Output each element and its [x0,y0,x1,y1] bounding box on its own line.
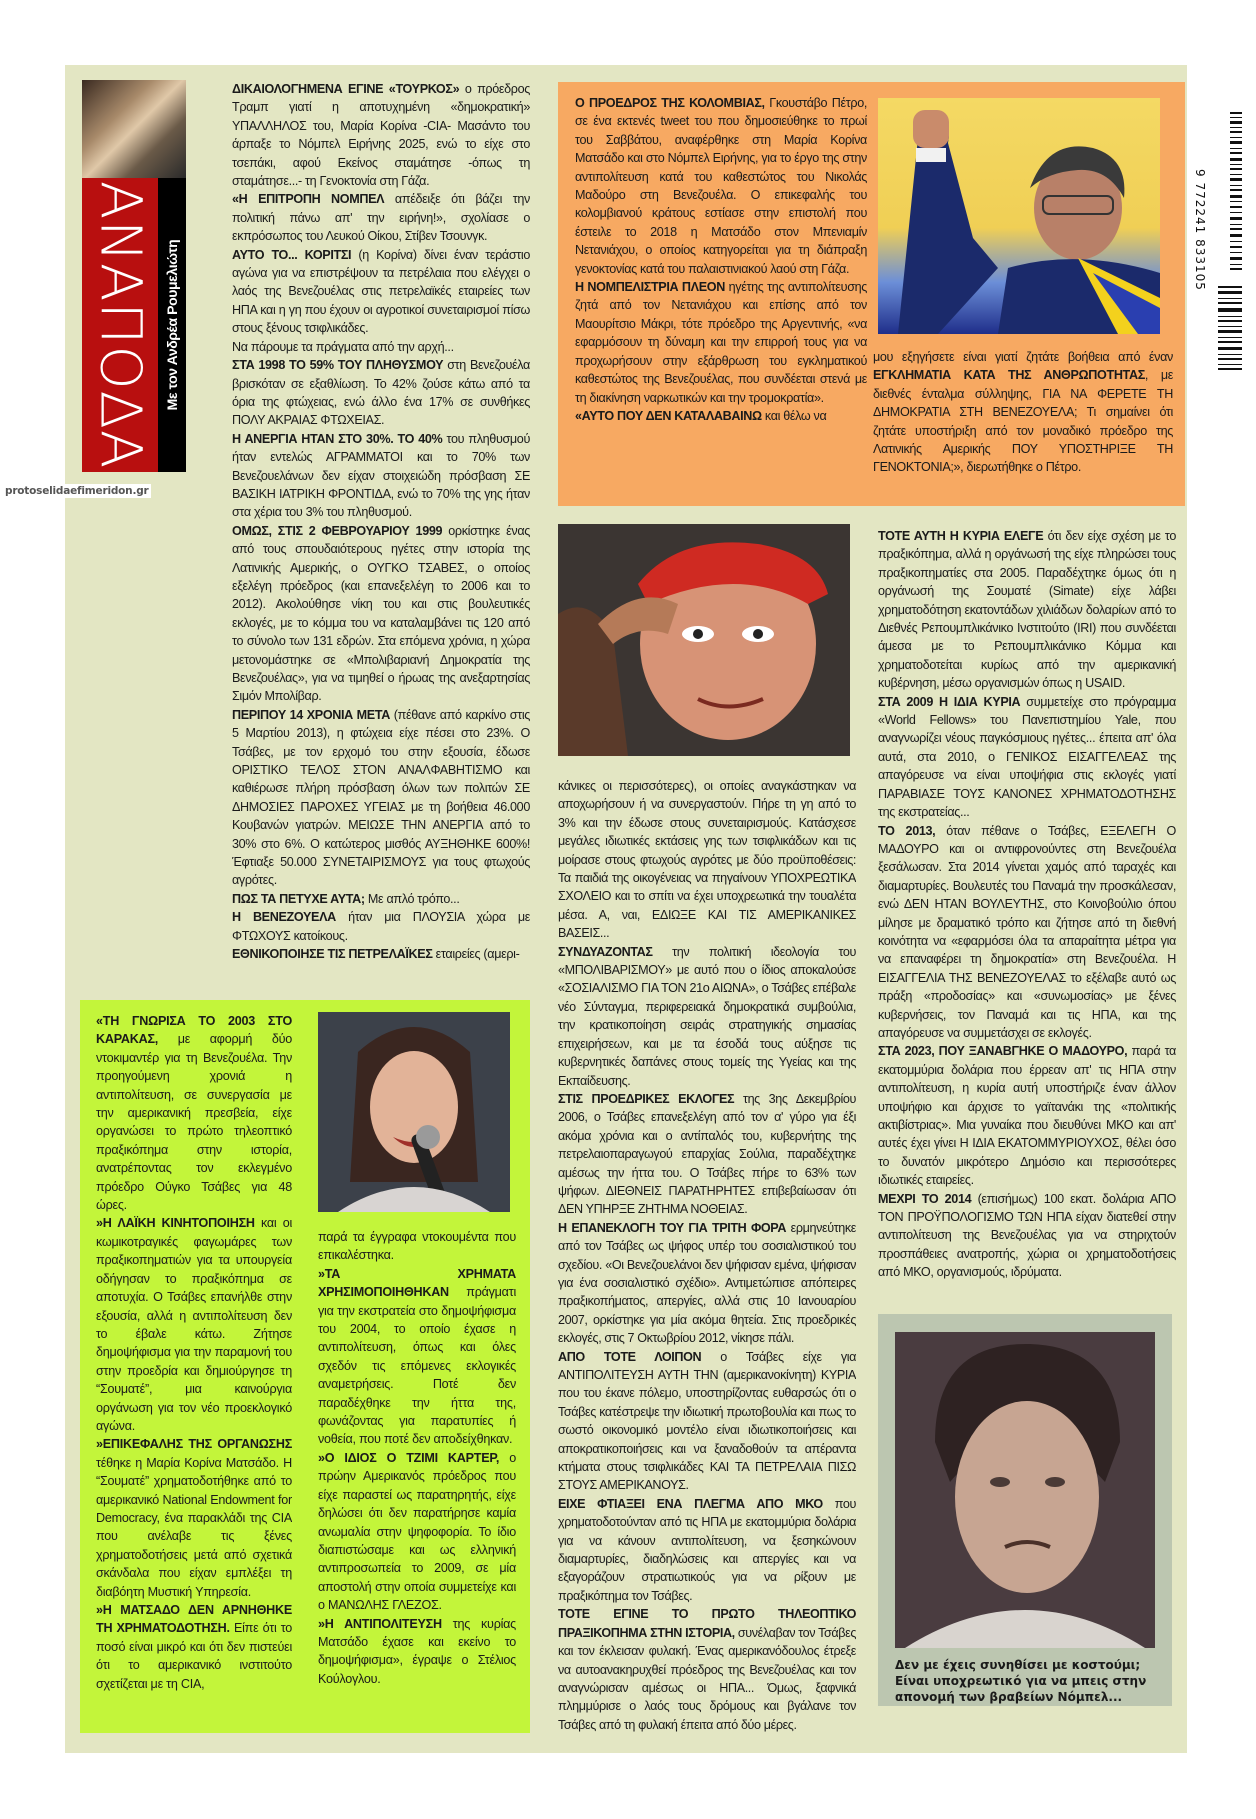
paragraph-text: και οι κωμικοτραγικές φαγωμάρες των πραξικοπηματιών για τα υπουργεία οδήγησαν το πραξικόπημα σε αποτυχία. Ο Τσάβες επανήλθε στην εξουσία, αλλά η αντιπολίτευση δεν το έβαλε κάτω. Ζήτησε δημοψήφισμα για την παραμονή του στην προεδρία και δημιούργησε τη “Σουματέ”, μια καινούργια οργάνωση για τον νέο προεκλογικό αγώνα. [96,1216,292,1433]
article-paragraph [878,1042,1176,1189]
paragraph-lead: »Η ΛΑΪΚΗ ΚΙΝΗΤΟΠΟΙΗΣΗ [96,1216,255,1231]
article-paragraph [558,1495,856,1605]
paragraph-text: στη Βενεζουέλα βρισκόταν σε εξαθλίωση. Το 42% ζούσε κάτω από τα όρια της φτώχειας, ενώ άλλο ένα 17% σε συνθήκες ΠΟΛΥ ΑΚΡΑΙΑΣ ΦΤΩΧΕΙΑΣ. [232,358,530,428]
paragraph-text: κάνικες οι περισσότερες), οι οποίες αναγκάστηκαν να αποχωρήσουν ή να συνεργαστούν. Πήρε τη γη από το 3% και την έδωσε στους συνεταιρισμούς. Κατάσχεσε μεγάλες ιδιωτικές εκτάσεις γης των τσιφλικάδων και τις μοίρασε στους φτωχούς αγρότες με δύο προϋποθέσεις: Τα παιδιά της οικογένειας να πηγαίνουν ΥΠΟΧΡΕΩΤΙΚΑ ΣΧΟΛΕΙΟ και το σπίτι να έχει υποχρεωτικά την τουαλέτα μέσα. Α, ναι, ΕΔΙΩΞΕ ΚΑΙ ΤΙΣ ΑΜΕΡΙΚΑΝΙΚΕΣ ΒΑΣΕΙΣ... [558,779,856,941]
article-column-2 [558,777,856,1737]
paragraph-text: συμμετείχε στο πρόγραμμα «World Fellows» του Πανεπιστημίου Yale, που αναγνωρίζει νέους παγκόσμιους ηγέτες... έπειτα απ' όλα αυτά, στα 2010, ο ΓΕΝΙΚΟΣ ΕΙΣΑΓΓΕΛΕΑΣ της απαγόρευσε να είναι υποψήφια στις εκλογές γιατί ΠΑΡΑΒΙΑΣΕ ΤΟΥΣ ΚΑΝΟΝΕΣ ΧΡΗΜΑΤΟΔΟΤΗΣΗΣ της εκστρατείας... [878,694,1176,820]
paragraph-text: Γκουστάβο Πέτρο, σε ένα εκτενές tweet του που δημοσιεύθηκε το πρωί του Σαββάτου, αναφέρθηκε στη Μαρία Κορίνα Ματσάδο και στο Νόμπελ Ειρήνης, για το έργο της στην αντιπολίτευση κατά του καθεστώτος του Νικολάς Μαδούρο στη Βενεζουέλα. Ο επικεφαλής του κολομβιανού κράτους εστίασε στην επιστολή που έστειλε το 2018 η Ματσάδο στον Μπενιαμίν Νετανιάχου, ο οποίος κατηγορείται για τη διάπραξη γενοκτονίας κατά του παλαιστινιακού λαού στη Γάζα. [575,96,867,276]
paragraph-lead: ΣΤΑ 2009 Η ΙΔΙΑ ΚΥΡΙΑ [878,694,1021,709]
article-paragraph [558,1090,856,1219]
paragraph-lead: ΕΙΧΕ ΦΤΙΑΞΕΙ ΕΝΑ ΠΛΕΓΜΑ ΑΠΟ ΜΚΟ [558,1496,823,1511]
photo-maria-corina-machado [318,1012,510,1212]
barcode-icon [1212,100,1242,372]
article-paragraph [96,1601,292,1693]
article-paragraph [232,246,530,338]
barcode-digits: 9 772241 833105 [1193,169,1207,291]
paragraph-text: όταν πέθανε ο Τσάβες, ΕΞΕΛΕΓΗ Ο ΜΑΔΟΥΡΟ και οι αντιφρονούντες στη Βενεζουέλα ξεσάλωσαν. Στα 2014 γίνεται χαμός από ταραχές και διαμαρτυρίες. Βουλευτές του Παναμά την προσκάλεσαν, ενώ ΔΕΝ ΗΤΑΝ ΒΟΥΛΕΥΤΗΣ, στο Κοινοβούλιο όπου μίλησε με δραματικό τρόπο και ζήτησε από τη διεθνή κοινότητα να «εφαρμόσει όλα τα απαραίτητα μέτρα για να επαναφέρει τη δημοκρατία» στη Βενεζουέλα. Η ΕΙΣΑΓΓΕΛΙΑ ΤΗΣ ΒΕΝΕΖΟΥΕΛΑΣ το εξέλαβε αυτό ως πράξη «προδοσίας» και «συνωμοσίας» με ξένες κυβερνήσεις, τον Παναμά και τις ΗΠΑ, και της απαγόρευσε να συμμετάσχει σε εκλογές. [878,823,1176,1040]
paragraph-text: και θέλω να [761,408,827,423]
article-paragraph [232,908,530,945]
article-column-1 [232,80,530,990]
article-paragraph [878,693,1176,822]
article-paragraph [575,94,867,278]
column-title-block [82,178,158,472]
photo-actor-portrait [895,1332,1155,1648]
paragraph-lead: Ο ΠΡΟΕΔΡΟΣ ΤΗΣ ΚΟΛΟΜΒΙΑΣ, [575,96,765,110]
paragraph-text: Με απλό τρόπο... [364,891,460,906]
paragraph-lead: ΜΕΧΡΙ ΤΟ 2014 [878,1191,972,1206]
paragraph-text: ο πρόεδρος Τραμπ γιατί η αποτυχημένη «δημοκρατική» ΥΠΑΛΛΗΛΟΣ του, Μαρία Κορίνα -CIA- Μασάντο του άρπαξε το Νόμπελ Ειρήνης 2025, ενώ το είχε στο τσεπάκι, αφού Εκείνος σταμάτησε -όπως τη σταμάτησε...- τη Γενοκτονία στη Γάζα. [232,82,530,189]
paragraph-lead: ΣΤΑ 1998 ΤΟ 59% ΤΟΥ ΠΛΗΘΥΣΜΟΥ [232,358,444,373]
article-paragraph [96,1435,292,1601]
article-paragraph [96,1214,292,1435]
article-paragraph [558,943,856,1090]
sidebar-box-petro-text [575,94,867,500]
paragraph-text: την πολιτική ιδεολογία του «ΜΠΟΛΙΒΑΡΙΣΜΟΥ» με αυτό που ο ίδιος αποκαλούσε «ΣΟΣΙΑΛΙΣΜΟ ΓΙΑ ΤΟΝ 21ο ΑΙΩΝΑ», ο Τσάβες επέβαλε νέο Σύνταγμα, περιφερειακά δημοκρατικά συμβούλια, την κρατικοποίηση σειράς στρατηγικής σημασίας επιχειρήσεων, και με τα έσοδά τους αύξησε τις κυβερνητικές δαπάνες στους τομείς της Υγείας και της Εκπαίδευσης. [558,944,856,1088]
article-paragraph [232,890,530,908]
paragraph-text: ότι δεν είχε σχέση με το πραξικόπημα, αλλά η οργάνωσή της είχε πληρώσει τους πραξικοπηματίες στα 2005. Παραδέχτηκε όμως ότι η οργάνωσή της Σουματέ (Simate) είχε λάβει χρηματοδότηση εκατοντάδων χιλιάδων δολαρίων από το Διεθνές Ρεπουμπλικάνικο Ινστιτούτο (IRI) που συνδέεται άμεσα με το Ρεπουμπλικάνικο Κόμμα και χρηματοδοτείται κυρίως από την αμερικανική κυβέρνηση, μέσω οργανισμών όπως η USAID. [878,529,1176,691]
columnist-photo [82,80,186,178]
article-column-3 [878,527,1176,1307]
paragraph-lead: Η ΒΕΝΕΖΟΥΕΛΑ [232,910,336,925]
paragraph-lead: ΕΘΝΙΚΟΠΟΙΗΣΕ ΤΙΣ ΠΕΤΡΕΛΑΪΚΕΣ [232,947,433,962]
paragraph-lead: »ΤΑ ΧΡΗΜΑΤΑ ΧΡΗΣΙΜΟΠΟΙΗΘΗΚΑΝ [318,1266,516,1300]
photo-chavez-mural [558,524,850,756]
article-paragraph [318,1265,516,1449]
article-paragraph [232,945,530,963]
paragraph-lead: ΠΩΣ ΤΑ ΠΕΤΥΧΕ ΑΥΤΑ; [232,891,365,906]
article-paragraph [232,356,530,430]
paragraph-lead: ΠΕΡΙΠΟΥ 14 ΧΡΟΝΙΑ ΜΕΤΑ [232,707,391,722]
paragraph-text: ο Τσάβες είχε για ΑΝΤΙΠΟΛΙΤΕΥΣΗ ΑΥΤΗ ΤΗΝ (αμερικανοκίνητη) ΚΥΡΙΑ που του έκανε πόλεμο, υποστηρίζοντας ευθαρσώς ότι ο Τσάβες κατέστρεψε την ιδιωτική πρωτοβουλία και πως το σωστό οικονομικό μοντέλο είναι ιδιωτικοποιήσεις και αποκρατικοποιήσεις και να ξαναδοθούν τα απέραντα κτήματα στους τσιφλικάδες ΚΑΙ ΤΑ ΠΕΤΡΕΛΑΙΑ ΠΙΣΩ ΣΤΟΥΣ ΑΜΕΡΙΚΑΝΟΥΣ. [558,1349,856,1493]
paragraph-text: παρά τα εκατομμύρια δολάρια που έρρεαν απ' τις ΗΠΑ στην αντιπολίτευση, η κυρία αυτή υποστήριζε έναν άλλον υποψήφιο και άρχισε το γαϊτανάκι της «πολιτικής ακτιβίστριας». Μια γυναίκα που διευθύνει ΜΚΟ και απ' αυτές έχει γίνει Η ΙΔΙΑ ΕΚΑΤΟΜΜΥΡΙΟΥΧΟΣ, θέλει όσο το δυνατόν μικρότερο Δημόσιο και περισσότερες ιδιωτικές εταιρείες. [878,1044,1176,1188]
petro-illustration [878,98,1160,334]
actor-illustration [895,1332,1155,1648]
site-watermark: protoselidaefimeridon.gr [5,485,149,497]
paragraph-text: ηγέτης της αντιπολίτευσης ζητά από τον Νετανιάχου και επίσης από τον Μαουρίτσιο Μάκρι, τότε πρόεδρο της Αργεντινής, «να εφαρμόσουν τη δύναμη και την επιρροή τους για να προχωρήσουν στην εξάρθρωση του εγκληματικού καθεστώτος της Βενεζουέλας, που συνδέεται στενά με τη διακίνηση ναρκωτικών και την τρομοκρατία». [575,280,867,405]
article-paragraph [575,278,867,407]
column-author-block [158,178,186,472]
article-paragraph [878,527,1176,693]
paragraph-lead: ΑΥΤΟ ΤΟ... ΚΟΡΙΤΣΙ [232,247,352,262]
article-paragraph [318,1228,516,1265]
article-paragraph [878,822,1176,1043]
paragraph-text: της 3ης Δεκεμβρίου 2006, ο Τσάβες επανεξελέγη από τον α' γύρο για έξι ακόμα χρόνια και ο αντίπαλός του, κυβερνήτης της πετρελαιοπαραγωγού επαρχίας Σούλια, παραδέχτηκε αμέσως την ήττα του. Ο Τσάβες πήρε το 63% των ψήφων. ΔΙΕΘΝΕΙΣ ΠΑΡΑΤΗΡΗΤΕΣ επιβεβαίωσαν ότι ΔΕΝ ΥΠΗΡΞΕ ΖΗΤΗΜΑ ΝΟΘΕΙΑΣ. [558,1091,856,1217]
column-title: ΑΝΑΠΟΔΑ [87,180,153,470]
text-run: , με διεθνές ένταλμα σύλληψης, ΓΙΑ ΝΑ ΦΕΡΕΤΕ ΤΗ ΔΗΜΟΚΡΑΤΙΑ ΣΤΗ ΒΕΝΕΖΟΥΕΛΑ; Τι σημαίνει ότι ζητάτε υποστήριξη από τον μοναδικό πρόεδρο της Λατινικής Αμερικής ΠΟΥ ΥΠΟΣΤΗΡΙΞΕ ΤΗ ΓΕΝΟΚΤΟΝΙΑ;», διερωτήθηκε ο Πέτρο. [873,368,1173,475]
paragraph-lead: ΣΤΑ 2023, ΠΟΥ ΞΑΝΑΒΓΗΚΕ Ο ΜΑΔΟΥΡΟ, [878,1044,1128,1059]
paragraph-text: ερμηνεύτηκε από τον Τσάβες ως ψήφος υπέρ του σοσιαλιστικού του σχεδίου. «Οι Βενεζουελάνοι δεν ψήφισαν εμένα, ψήφισαν για ένα σοσιαλιστικό σχέδιο». Αντιμετώπισε απόπειρες πραξικοπήματος, απεργίες, αλλά στις 10 Ιανουαρίου 2007, ορκίστηκε για μία ακόμα θητεία. Στις προεδρικές εκλογές, στις 7 Οκτωβρίου 2012, νίκησε πάλι. [558,1220,856,1346]
paragraph-text: απέδειξε ότι βάζει την πολιτική πάνω απ' την ειρήνη!», σχολίασε ο εκπρόσωπος του Λευκού Οίκου, Στίβεν Τσουνγκ. [232,192,530,244]
paragraph-lead: Η ΝΟΜΠΕΛΙΣΤΡΙΑ ΠΛΕΟΝ [575,280,725,295]
article-paragraph [558,1219,856,1348]
paragraph-lead: ΤΟΤΕ ΕΓΙΝΕ ΤΟ ΠΡΩΤΟ ΤΗΛΕΟΠΤΙΚΟ ΠΡΑΞΙΚΟΠΗΜΑ ΣΤΗΝ ΙΣΤΟΡΙΑ, [558,1607,856,1640]
sidebar-box-petro-continuation [873,348,1173,502]
paragraph-lead: Η ΕΠΑΝΕΚΛΟΓΗ ΤΟΥ ΓΙΑ ΤΡΙΤΗ ΦΟΡΑ [558,1220,787,1235]
paragraph-lead: ΤΟΤΕ ΑΥΤΗ Η ΚΥΡΙΑ ΕΛΕΓΕ [878,529,1044,543]
paragraph-text: (πέθανε από καρκίνο στις 5 Μαρτίου 2013), η φτώχεια είχε πέσει στο 23%. Ο Τσάβες, με τον ερχομό του στην εξουσία, έδωσε ΟΡΙΣΤΙΚΟ ΤΕΛΟΣ ΣΤΟΝ ΑΝΑΛΦΑΒΗΤΙΣΜΟ και καθιέρωσε πλήρη πρόσβαση όλων των πολιτών ΣΕ ΔΗΜΟΣΙΕΣ ΠΑΡΟΧΕΣ ΥΓΕΙΑΣ με τη βοήθεια 46.000 Κουβανών γιατρών. ΜΕΙΩΣΕ ΤΗΝ ΑΝΕΡΓΙΑ από το 30% στο 6%. Ο κατώτερος μισθός ΑΥΞΗΘΗΚΕ 600%! Έφτιαξε 50.000 ΣΥΝΕΤΑΙΡΙΣΜΟΥΣ για τους φτωχούς αγρότες. [232,707,530,888]
green-box-column-1 [96,1012,292,1728]
article-paragraph [232,80,530,190]
article-paragraph [232,190,530,245]
green-box-column-2 [318,1228,516,1728]
article-paragraph [232,706,530,890]
text-bold-run: ΕΓΚΛΗΜΑΤΙΑ ΚΑΤΑ ΤΗΣ ΑΝΘΡΩΠΟΤΗΤΑΣ [873,368,1145,383]
paragraph-lead: ΑΠΟ ΤΟΤΕ ΛΟΙΠΟΝ [558,1349,702,1364]
column-author: Με τον Ανδρέα Ρουμελιώτη [164,239,180,411]
paragraph-text: συνέλαβαν τον Τσάβες και τον έκλεισαν φυλακή. Ένας αμερικανόδουλος έτρεξε να αυτοανακηρυχθεί πρόεδρος της Βενεζουέλας και τον αναγνώρισαν αμέσως οι ΗΠΑ... Όμως, ξαφνικά πλημμύρισε ο λαός τους δρόμους και βγάλανε τον Τσάβες από τη φυλακή έπειτα από δύο μέρες. [558,1625,856,1732]
paragraph-lead: «ΑΥΤΟ ΠΟΥ ΔΕΝ ΚΑΤΑΛΑΒΑΙΝΩ [575,408,762,423]
paragraph-text: (η Κορίνα) δίνει έναν τεράστιο αγώνα για να επιστρέψουν τα πετρέλαια που ελέγχει ο λαός της Βενεζουέλας στις πετρελαϊκές εταιρείες των ΗΠΑ και η γη που έχουν οι αγροτικοί συνεταιρισμοί πίσω στους ξένους τσιφλικάδες. [232,247,530,336]
paragraph-lead: «ΤΗ ΓΝΩΡΙΣΑ ΤΟ 2003 ΣΤΟ ΚΑΡΑΚΑΣ, [96,1014,292,1047]
paragraph-lead: «Η ΕΠΙΤΡΟΠΗ ΝΟΜΠΕΛ [232,192,385,207]
article-paragraph [318,1615,516,1689]
paragraph-text: ήταν μια ΠΛΟΥΣΙΑ χώρα με ΦΤΩΧΟΥΣ κατοίκους. [232,910,530,943]
paragraph-text: με αφορμή δύο ντοκιμαντέρ για τη Βενεζουέλα. Την προηγούμενη χρονιά η αντιπολίτευση, σε συνεργασία με την αμερικανική πρεσβεία, είχε οργανώσει το πρώτο τηλεοπτικό πραξικόπημα στην ιστορία, ανατρέποντας τον εκλεγμένο πρόεδρο Ούγκο Τσάβες για 48 ώρες. [96,1032,292,1213]
article-paragraph [232,338,530,356]
article-paragraph [558,777,856,943]
paragraph-text: ο πρώην Αμερικανός πρόεδρος που είχε παραστεί ως παρατηρητής, είχε δηλώσει ότι δεν παρατήρησε καμία ανωμαλία στην ψηφοφορία. Το ίδιο διαπιστώσαμε και ως ελληνική αντιπροσωπεία το 2009, σε μία αποστολή στην οποία συμμετείχε και ο ΜΑΝΩΛΗΣ ΓΛΕΖΟΣ. [318,1450,516,1613]
paragraph-text: παρά τα έγγραφα ντοκουμέντα που επικαλέστηκα. [318,1230,516,1263]
paragraph-text: του πληθυσμού ήταν εντελώς ΑΓΡΑΜΜΑΤΟΙ και το 70% των Βενεζουελάνων δεν είχαν στοιχειώδη πρόσβαση ΣΕ ΒΑΣΙΚΗ ΙΑΤΡΙΚΗ ΦΡΟΝΤΙΔΑ, ενώ το 70% της γης ήταν στα χέρια του 3% του πληθυσμού. [232,431,530,520]
article-paragraph [96,1012,292,1214]
paragraph-lead: ΟΜΩΣ, ΣΤΙΣ 2 ΦΕΒΡΟΥΑΡΙΟΥ 1999 [232,523,443,538]
paragraph-lead: ΣΥΝΔΥΑΖΟΝΤΑΣ [558,944,653,959]
paragraph-text: Να πάρουμε τα πράγματα από την αρχή... [232,339,454,354]
text-run: μου εξηγήσετε είναι γιατί ζητάτε βοήθεια από έναν [873,350,1173,364]
article-paragraph [558,1348,856,1495]
paragraph-text: που χρηματοδοτούνταν από τις ΗΠΑ με εκατομμύρια δολάρια για να κάνουν αντιπολίτευση, να ξεσηκώνουν διαμαρτυρίες, διαδηλώσεις και απεργίες και να εξαγοράζουν στρατιωτικούς για να ρίξουν με πραξικόπημα τον Τσάβες. [558,1496,856,1603]
paragraph-lead: ΤΟ 2013, [878,823,936,838]
paragraph-text: πράγματι για την εκστρατεία στο δημοψήφισμα του 2004, το οποίο έχασε η αντιπολίτευση, όπως και όλες σχεδόν τις επόμενες εκλογικές αναμετρήσεις. Ποτέ δεν παραδέχθηκε την ήττα της, φωνάζοντας για παρατυπίες ή νοθεία, που ποτέ δεν αποδείχθηκαν. [318,1285,516,1447]
paragraph-lead: »ΕΠΙΚΕΦΑΛΗΣ ΤΗΣ ΟΡΓΑΝΩΣΗΣ [96,1437,292,1452]
paragraph-lead: ΔΙΚΑΙΟΛΟΓΗΜΕΝΑ ΕΓΙΝΕ «ΤΟΥΡΚΟΣ» [232,82,460,96]
photo-caption: Δεν με έχεις συνηθίσει με κοστούμι; Είναι υποχρεωτικό για να μπεις στην απονομή των βραβείων Νόμπελ... [895,1658,1147,1704]
paragraph-lead: »Η ΜΑΤΣΑΔΟ ΔΕΝ ΑΡΝΗΘΗΚΕ ΤΗ ΧΡΗΜΑΤΟΔΟΤΗΣΗ. [96,1603,292,1636]
paragraph-lead: Η ΑΝΕΡΓΙΑ ΗΤΑΝ ΣΤΟ 30%. ΤΟ 40% [232,431,443,446]
article-paragraph [232,522,530,706]
paragraph-text: της κυρίας Ματσάδο έχασε και εκείνο το δημοψήφισμα», έγραψε ο Στέλιος Κούλογλου. [318,1616,516,1686]
article-paragraph [878,1190,1176,1282]
paragraph-text: τέθηκε η Μαρία Κορίνα Ματσάδο. Η “Σουματέ” χρηματοδοτήθηκε από το αμερικανικό National Endowment for Democracy, ένα παρακλάδι της CIA που ανέλαβε τις ξένες χρηματοδοτήσεις μετά από σχετικά σκάνδαλα που είχαν εμπλέξει τη διαβόητη Μυστική Υπηρεσία. [96,1455,292,1599]
machado-illustration [318,1012,510,1212]
article-paragraph [575,407,867,425]
paragraph-lead: ΣΤΙΣ ΠΡΟΕΔΡΙΚΕΣ ΕΚΛΟΓΕΣ [558,1091,735,1106]
paragraph-lead: »Ο ΙΔΙΟΣ Ο ΤΖΙΜΙ ΚΑΡΤΕΡ, [318,1450,500,1465]
article-paragraph [558,1605,856,1734]
paragraph-text: Είπε ότι το ποσό είναι μικρό και ότι δεν πιστεύει ότι το αμερικανικό ινστιτούτο σχετίζεται με τη CIA, [96,1621,292,1691]
paragraph-text: εταιρείες (αμερι- [432,947,520,962]
photo-gustavo-petro [878,98,1160,334]
paragraph-text: (επισήμως) 100 εκατ. δολάρια ΑΠΟ ΤΟΝ ΠΡΟΫΠΟΛΟΓΙΣΜΟ ΤΩΝ ΗΠΑ είχαν διατεθεί στην αντιπολίτευση της Βενεζουέλας για να στηριχτούν προσπάθειες ανατροπής, χώρια οι χρηματοδοτήσεις από ΜΚΟ, οργανισμούς, ιδρύματα. [878,1191,1176,1280]
paragraph-text: ορκίστηκε ένας από τους σπουδαιότερους ηγέτες στην ιστορία της Λατινικής Αμερικής, ο ΟΥΓΚΟ ΤΣΑΒΕΣ, ο οποίος εξελέγη πρόεδρος (και επανεξελέγη το 2006 και το 2012). Ακολούθησε νίκη του και στις βουλευτικές εκλογές, με το κόμμα του να καταλαμβάνει τις 120 από το σύνολο των 131 εδρών. Στα επόμενα χρόνια, η χώρα μετονομάστηκε σε «Μπολιβαριανή Δημοκρατία της Βενεζουέλας», για να τιμηθεί ο ήρωας της ανεξαρτησίας Σιμόν Μπολίβαρ. [232,523,530,704]
article-paragraph [318,1449,516,1615]
article-paragraph [232,430,530,522]
chavez-mural-illustration [558,524,850,756]
paragraph-lead: »Η ΑΝΤΙΠΟΛΙΤΕΥΣΗ [318,1616,442,1631]
